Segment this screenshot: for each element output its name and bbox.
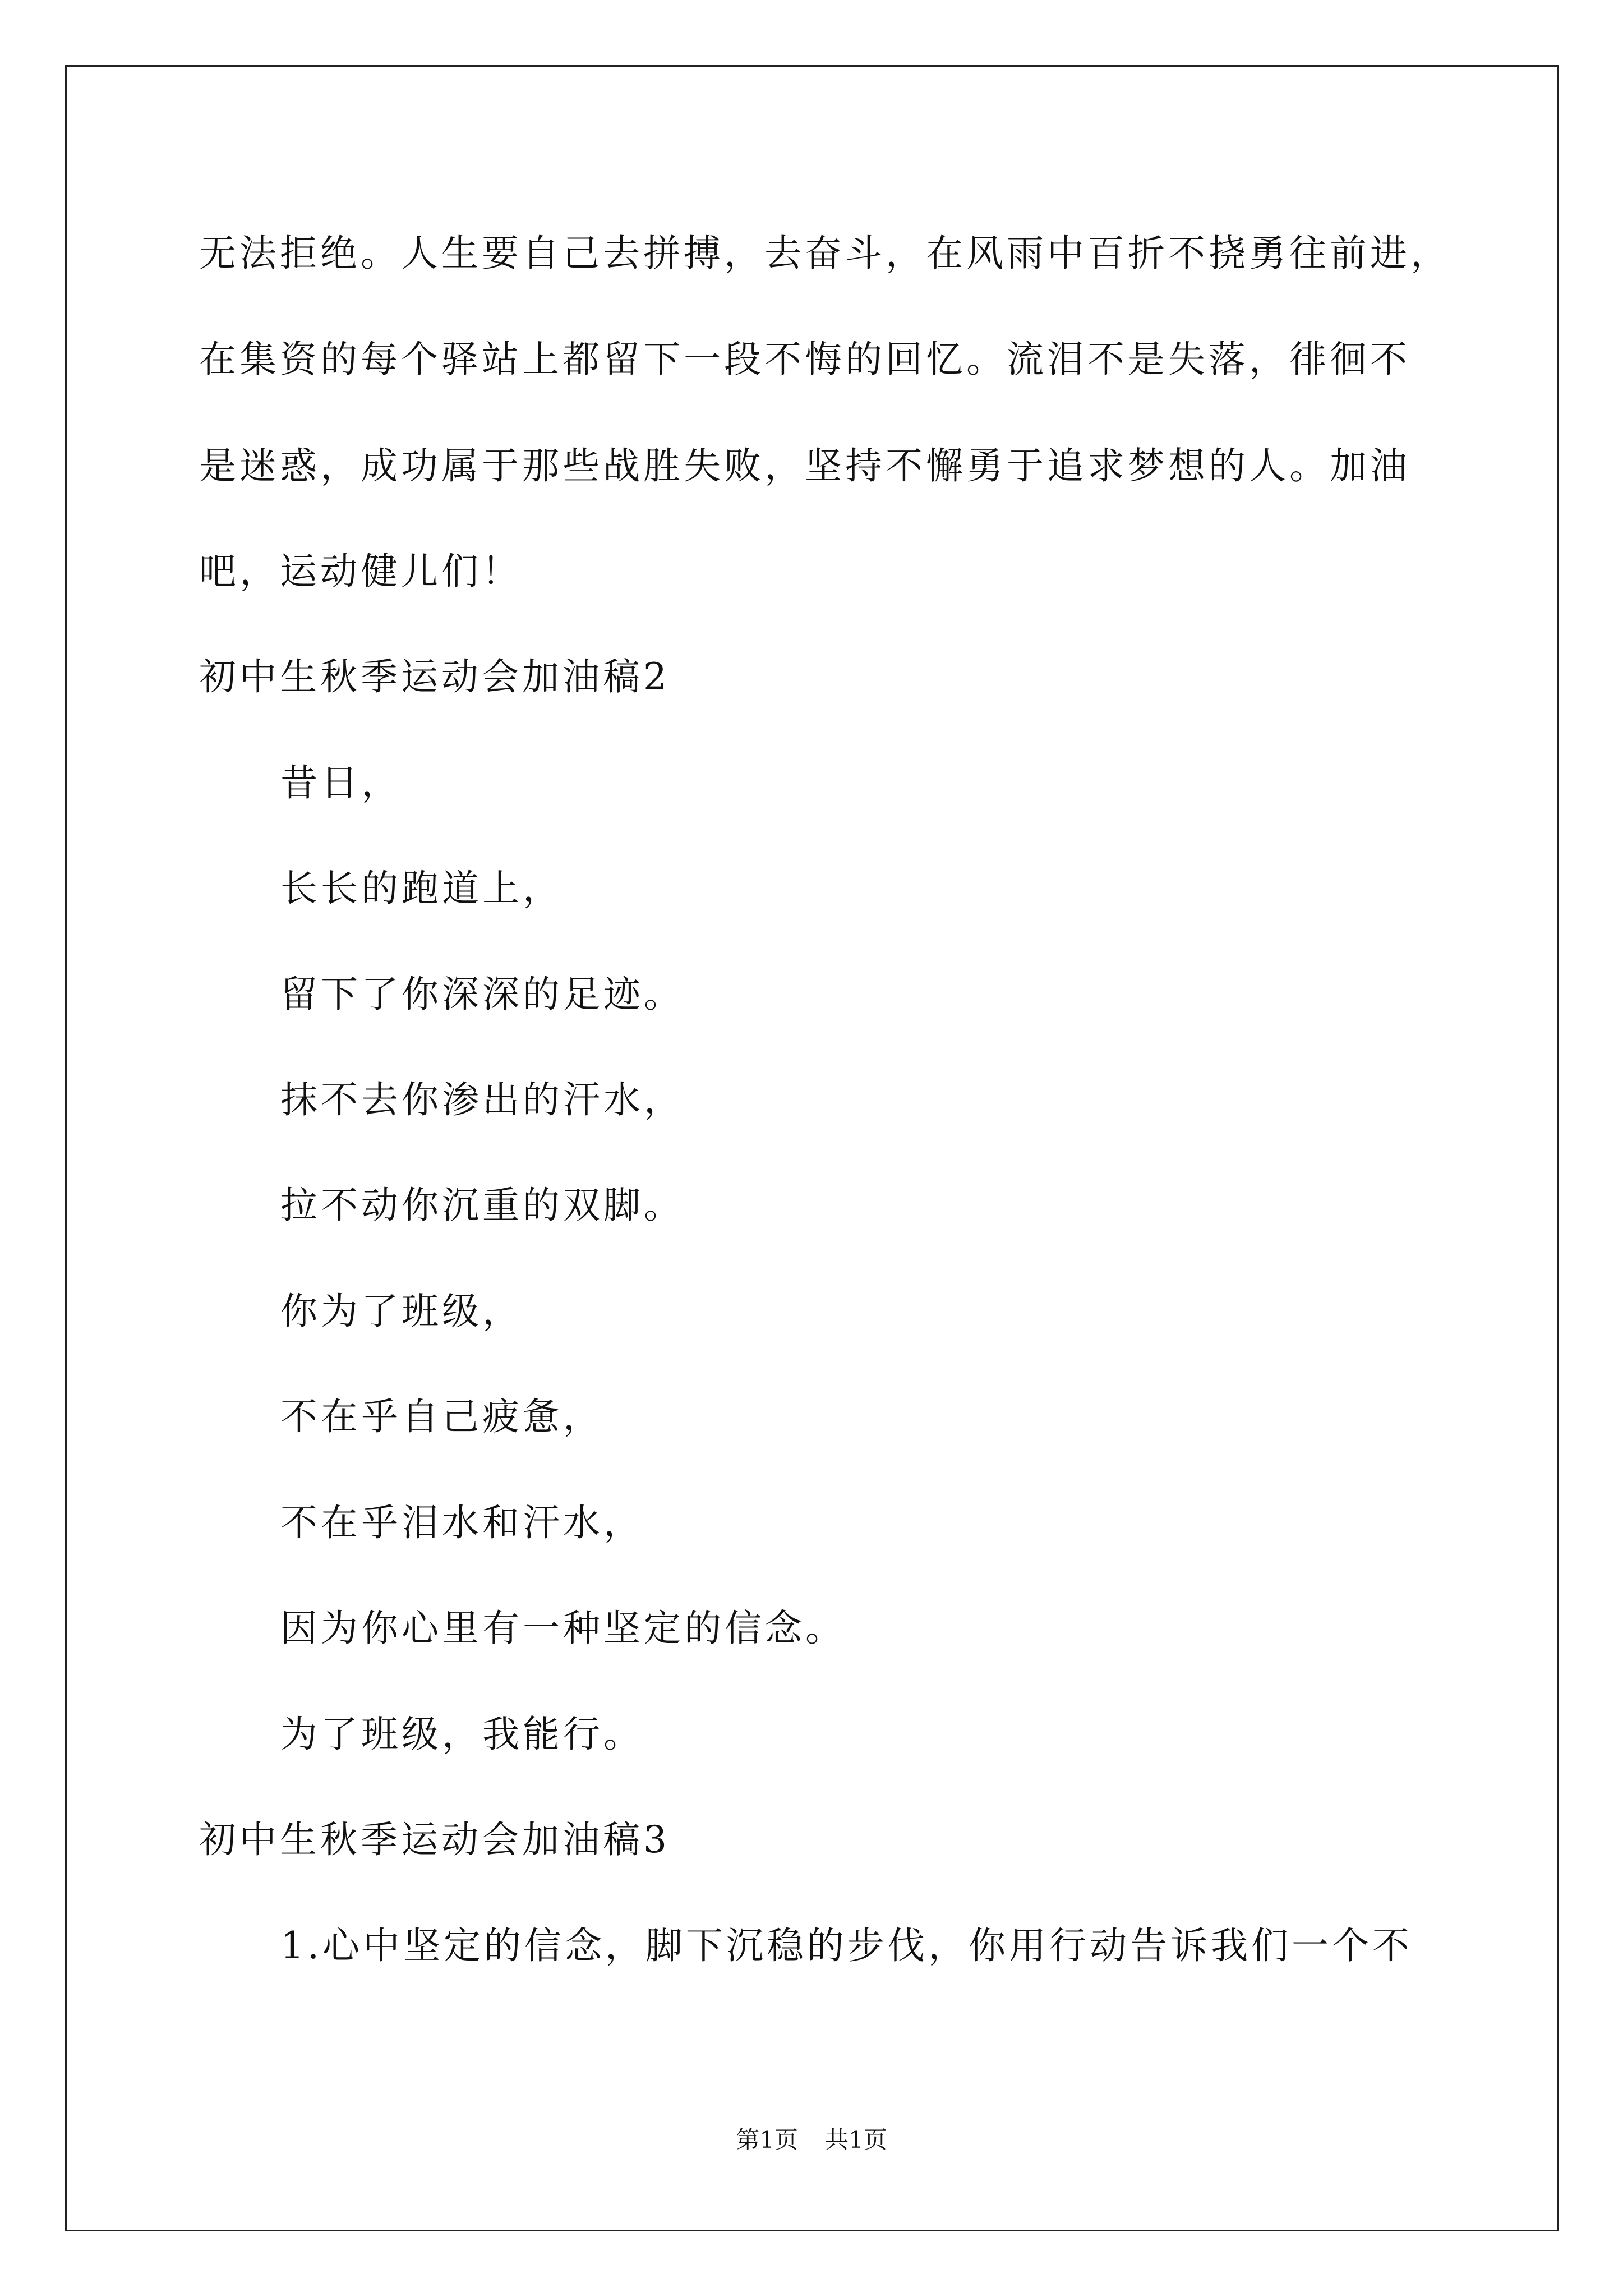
poem-line-9: 因为你心里有一种坚定的信念。 [280,1607,846,1650]
poem-line-7: 不在乎自己疲惫， [280,1395,603,1438]
poem-line-5: 拉不动你沉重的双脚。 [280,1184,684,1227]
body-line-3: 是迷惑，成功属于那些战胜失败，坚持不懈勇于追求梦想的人。加油 [199,444,1410,487]
poem-line-8: 不在乎泪水和汗水， [280,1501,644,1544]
body-line-4: 吧，运动健儿们！ [199,550,522,593]
poem-line-1: 昔日， [280,761,402,804]
page-frame [65,65,1559,2231]
body-line-2: 在集资的每个驿站上都留下一段不悔的回忆。流泪不是失落，徘徊不 [199,338,1410,381]
poem-line-4: 抹不去你渗出的汗水， [280,1078,684,1121]
poem-line-3: 留下了你深深的足迹。 [280,973,684,1016]
section3-line-1: 1.心中坚定的信念，脚下沉稳的步伐，你用行动告诉我们一个不 [280,1924,1413,1967]
poem-line-6: 你为了班级， [280,1290,523,1333]
page-number: 第1页 [736,2126,798,2154]
page-total: 共1页 [825,2126,887,2154]
section-heading-3: 初中生秋季运动会加油稿3 [199,1818,670,1861]
body-line-1: 无法拒绝。人生要自己去拼搏，去奋斗，在风雨中百折不挠勇往前进， [199,232,1451,275]
poem-line-2: 长长的跑道上， [280,867,563,910]
poem-line-10: 为了班级，我能行。 [280,1713,644,1756]
page-footer [0,2126,1623,2154]
section-heading-2: 初中生秋季运动会加油稿2 [199,655,670,698]
